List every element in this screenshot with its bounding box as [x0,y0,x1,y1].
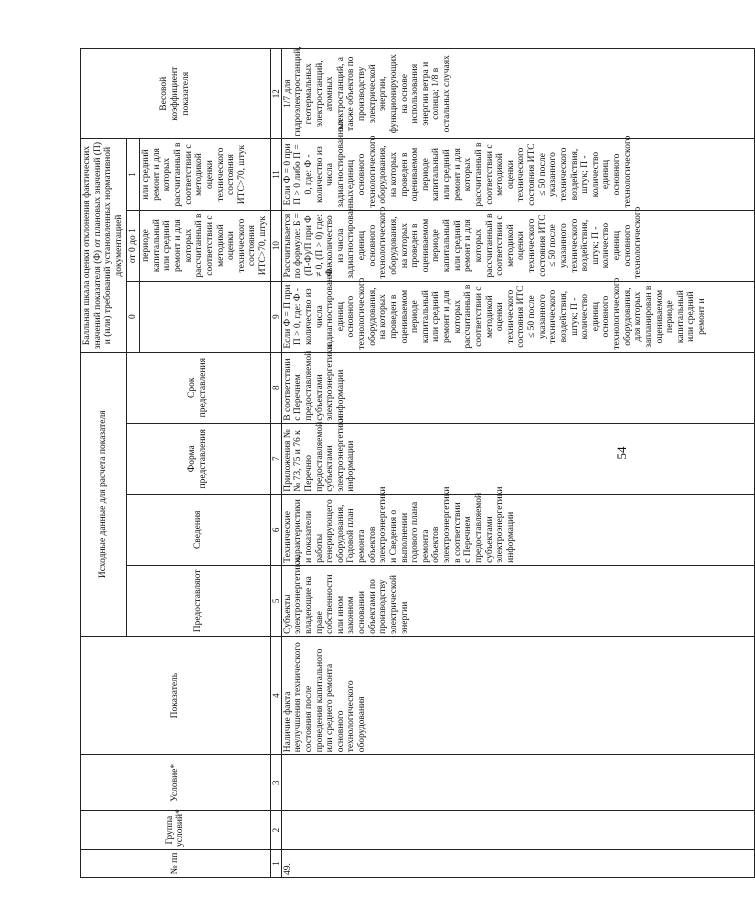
header-row-1 [81,49,127,878]
header-provides: Предоставляют [126,565,270,636]
top-strip-scale-0-1: периоде капитальный или средний ремонт и для которых рассчитанный в соответствии с методикой оценки технического состояния ИТС>70, штук [140,210,271,281]
column-number: 5 [270,565,281,636]
row-indicator: Наличие факта неулучшения технического состояния после проведения капитального или среднего ремонта основного технологического оборудования [281,636,754,754]
column-number: 2 [270,811,281,850]
row-provides: Субъекты электроэнергетики, владеющие на праве собственности или ином законном основании объектами по производству электрической энергии [281,565,754,636]
column-number: 6 [270,494,281,565]
row-scale-0: Если Ф = П при П > 0, где: Ф - количество из числа задиагностированных единиц основного технологического оборудования, на которых проведен в оцениваемом периоде капитальный или средний ремонт и для которых рассчитанный в соответствии с методикой оценки технического состояния ИТС ≤ 50 после указанного технического воздействия, штук; П - количество единиц основного технологического оборудования, для которых запланирован в оцениваемом периоде капитальный или средний ремонт и [281,281,754,352]
page-number: 54 [614,446,629,460]
column-number: 8 [270,352,281,423]
column-number: 12 [270,49,281,139]
header-group: Группа условий* [81,811,271,850]
header-indicator: Показатель [81,636,271,754]
row-weight: 1/7 для гидроэлектростанций, геотермальных электростанций, атомных электростанций, а также объектов по производству электрической энергии, функционирующих на основе использования энергии ветра и солнца; 1/8 в остальных случаях [281,49,754,139]
row-info: Технические характеристики и показатели работы генерирующего оборудования, Годовой план ремонта объектов электроэнергетики и Сведения о выполнении годового плана ремонта объектов электроэнергетики в соответствии с Перечнем предоставляемой субъектами электроэнергетики информации [281,494,754,565]
header-scale-0-1: от 0 до 1 [126,210,140,281]
row-num: 49. [281,850,754,878]
column-number: 9 [270,281,281,352]
header-source-group: Исходные данные для расчета показателя [81,352,127,636]
column-number: 4 [270,636,281,754]
row-scale-0-1: Рассчитывается по формуле: Б = (П-Ф)/П при Ф ≠ 0, (П > 0) где: Ф - количество из числа задиагностированных единиц основного технологического оборудования, на которых проведен в оцениваемом периоде капитальный или средний ремонт и для которых рассчитанный в соответствии с методикой оценки технического состояния ИТС ≤ 50 после указанного технического воздействия, штук; П - количество единиц основного технологического [281,210,754,281]
header-weight: Весовой коэффициент показателя [81,49,271,139]
header-num: № пп [81,850,271,878]
header-form: Форма представления [126,423,270,494]
row-deadline: В соответствии с Перечнем предоставляемой субъектами электроэнергетики информации [281,352,754,423]
top-strip-empty [140,281,271,352]
header-condition: Условие* [81,755,271,811]
header-scale-group: Балльная шкала оценки отклонения фактических значений показателя (Ф) от плановых значений (П) и (или) требований установленных нормативной документацией [81,139,127,352]
top-strip-scale-1: или средний ремонт и для которых рассчитанный в соответствии с методикой оценки технического состояния ИТС>70, штук [140,139,271,210]
column-number: 7 [270,423,281,494]
header-deadline: Срок представления [126,352,270,423]
column-number: 11 [270,139,281,210]
column-number: 10 [270,210,281,281]
column-number: 1 [270,850,281,878]
header-scale-1: 1 [126,139,140,210]
table-row [281,49,754,878]
row-condition [281,755,754,811]
row-scale-1: Если Ф = 0 при П > 0 либо П = 0, где: Ф - количество из числа задиагностированных единиц основного технологического оборудования, на которых проведен в оцениваемом периоде капитальный или средний ремонт и для которых рассчитанный в соответствии с методикой оценки технического состояния ИТС ≤ 50 после указанного технического воздействия, штук; П - количество единиц основного технологического [281,139,754,210]
column-number-row [270,49,281,878]
indicator-table [80,48,755,878]
row-form: Приложения №№ 73, 75 и 76 к Перечню предоставляемой субъектами электроэнергетики информации [281,423,754,494]
column-number: 3 [270,755,281,811]
header-scale-0: 0 [126,281,140,352]
header-info: Сведения [126,494,270,565]
row-group [281,811,754,850]
